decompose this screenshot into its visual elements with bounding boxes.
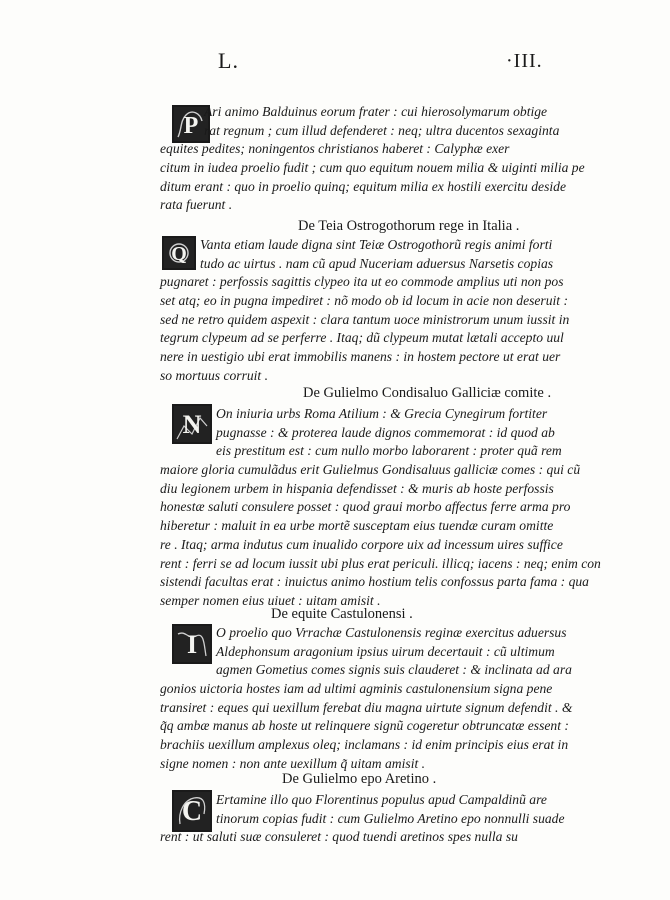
text-line: Aldephonsum aragonium ipsius uirum decertauit : cũ ultimum [216,643,555,659]
text-line: On iniuria urbs Roma Atilium : & Grecia Cynegirum fortiter [216,406,548,421]
initial-letter-glyph: I [186,630,198,659]
paragraph-equite-castulonensi [160,624,600,774]
text-line: sed ne retro quidem aspexit : clara tantum uoce ministrorum unum iussit in [160,311,570,327]
initial-letter-glyph: Q [171,243,187,265]
text-line: transiret : eques qui uexillum ferebat diu magna uirtute signum defendit . & [160,699,573,715]
text-line: tegrum clypeum ad se perferre . Itaq; dũ clypeum mutat lætali accepto uul [160,330,564,346]
text-line: equites pedites; noningentos christianos haberet : Calyphæ exer [160,141,510,157]
paragraph-gulielmo-condisaluo [160,405,600,611]
text-line: honestæ saluti consulere posset : quod graui morbo affectus ferre arma pro [160,499,571,515]
text-line: pugnaret : perfossis sagittis clypeo ita ut eo commode amplius uti non pos [160,274,564,290]
initial-letter-glyph: P [183,113,199,139]
folio-number: ·III. [506,50,543,72]
paragraph-balduinus [160,103,600,215]
text-line: agmen Gometius comes signis suis clauderet : & inclinata ad ara [216,662,572,678]
text-line: rat regnum ; cum illud defenderet : neq; ultra ducentos sexaginta [204,122,560,138]
paragraph-gulielmo-aretino [160,791,600,847]
text-line: semper nomen eius uiuet : uitam amisit . [160,592,381,608]
text-line: so mortuus corruit . [160,367,269,383]
section-heading-gulielmo-condisaluo: De Gulielmo Condisaluo Galliciæ comite . [303,385,552,401]
text-line: rata fuerunt . [160,197,233,213]
section-heading-teia: De Teia Ostrogothorum rege in Italia . [298,218,520,234]
text-line: O proelio quo Vrrachæ Castulonensis reginæ exercitus aduersus [216,625,567,640]
text-line: Vanta etiam laude digna sint Teiæ Ostrogothorũ regis animi forti [200,237,553,252]
text-line: diu legionem urbem in hispania defendisset : & muris ab hoste perfossis [160,480,554,496]
text-line: eis prestitum est : cum nullo morbo laborarent : proter quã rem [216,443,562,459]
text-line: rent : ferri se ad locum iussit ubi plus erat periculi. illicq; iacens : neq; enim con [160,555,601,571]
text-line: re . Itaq; arma indutus cum inualido corpore uix ad incessum uires suffice [160,536,563,552]
section-heading-equite-castulonensi: De equite Castulonensi . [271,606,413,622]
text-line: sistendi facultas erat : inuictus animo hostium telis confossus parta fama : qua [160,574,589,590]
text-line: brachiis uexillum amplexus oleq; inclamans : id enim principis eius erat in [160,737,569,753]
text-line: citum in iudea proelio fudit ; cum quo equitum nouem milia & uiginti milia pe [160,160,585,176]
text-line: hiberetur : maluit in ea urbe mortẽ susceptam eius tuendæ curam omitte [160,518,554,534]
section-heading-gulielmo-aretino: De Gulielmo epo Aretino . [282,771,437,787]
text-line: q̃q ambæ manus ab hoste ut relinquere signũ cogeretur obtruncatæ essent : [160,718,569,734]
text-line: rent : ut saluti suæ consuleret : quod tuendi aretinos spes nulla su [160,829,518,845]
text-line: Ertamine illo quo Florentinus populus apud Campaldinũ are [216,792,547,807]
initial-letter-glyph: C [181,796,203,827]
text-line: gonios uictoria hostes iam ad ultimi agminis castulonensium signa pene [160,681,553,697]
text-line: pugnasse : & proterea laude dignos commemorat : id quod ab [216,424,555,440]
text-line: set atq; eo in pugna impediret : nõ modo ob id locum in acie non deseruit : [160,293,568,309]
paragraph-teia [160,236,600,386]
text-line: nere in uestigio ubi erat immobilis manens : in hostem pectore ut erat uer [160,349,561,365]
text-line: tudo ac uirtus . nam cũ apud Nuceriam aduersus Narsetis copias [200,255,554,271]
text-line: signe nomen : non ante uexillum q̃ uitam amisit . [160,755,426,771]
text-line: maiore gloria cumulãdus erit Gulielmus Gondisaluus galliciæ comes : qui cũ [160,462,581,478]
text-line: tinorum copias fudit : cum Gulielmo Aretino epo nonnulli suade [216,810,565,826]
running-head-left: L. [218,48,239,73]
text-line: ditum erant : quo in proelio quinq; equitum milia ex hostili exercitu deside [160,178,566,194]
initial-letter-glyph: N [182,410,202,439]
text-line: Ari animo Balduinus eorum frater : cui hierosolymarum obtige [204,104,548,119]
